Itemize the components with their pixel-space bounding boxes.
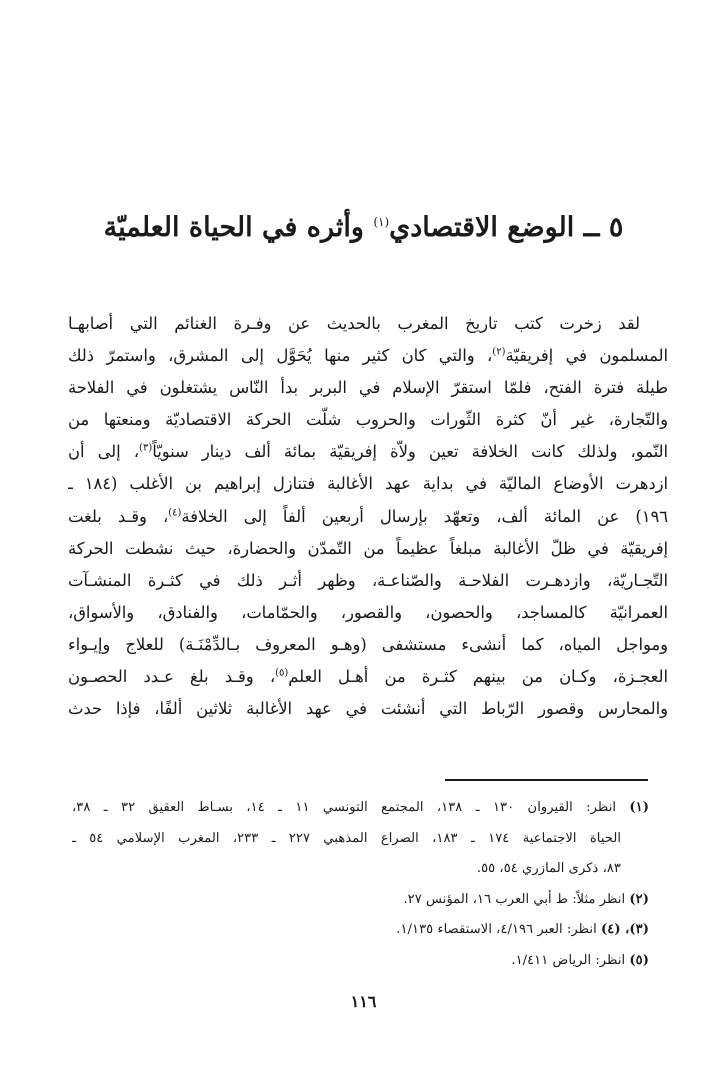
body-line: والمحارس وقصور الرّباط التي أنشئت في عهد الأغالبة ثلاثين ألفًا، فإذا حدث (68, 699, 668, 719)
footnote-item: (٢) انظر مثلاً: ط أبي العرب ١٦، المؤنس ٢٧. (403, 891, 649, 907)
body-line: العجـزة، وكـان من بينهم كثـرة من أهـل العلم$^{(٥)}$، وقـد بلغ عـدد الحصـون (68, 667, 668, 687)
body-line: التّجـاريّة، وازدهـرت الفلاحـة والصّناعـة، وظهر أثـر ذلك في كثـرة المنشـآت (68, 570, 668, 590)
heading-footnote-ref: (١) (373, 215, 390, 229)
heading-rest: وأثره في الحياة العلميّة (103, 212, 374, 243)
body-line: العمرانيّة كالمساجد، والحصون، والقصور، والحمّامات، والفنادق، والأسواق، (68, 602, 668, 622)
footnotes (72, 793, 649, 976)
footnote-item: (٥) انظر: الرياض ١/٤١١. (511, 952, 649, 968)
body-line: ازدهرت الأوضاع الماليّة في بداية عهد الأغالبة فتنازل إبراهيم بن الأغلب (١٨٤ ـ (68, 474, 668, 494)
body-line: المسلمون في إفريقيّة$^{(٢)}$، والتي كان كثير منها يُحَوَّل إلى المشرق، واستمرّ ذلك (68, 346, 668, 366)
page-number: ١١٦ (350, 992, 377, 1011)
section-heading (60, 212, 667, 244)
body-line: إفريقيّة في ظلّ الأغالبة مبلغاً عظيماً من التّمدّن والحضارة، حيث نشطت الحركة (68, 538, 668, 558)
footnote-ref: (٥) (275, 667, 289, 679)
heading-main: ٥ ــ الوضع الاقتصادي (389, 212, 624, 243)
footnote-item: (١) انظر: القيروان ١٣٠ ـ ١٣٨، المجتمع التونسي ١١ ـ ١٤، بسـاط العقيق ٣٢ ـ ٣٨، (72, 800, 649, 815)
body-line: طيلة فترة الفتح، فلمّا استقرّ الإسلام في البربر بدأ النّاس يشتغلون في الفلاحة (68, 378, 668, 398)
body-line: لقد زخرت كتب تاريخ المغرب بالحديث عن وفـرة الغنائم التي أصابهـا (68, 314, 640, 333)
footnote-continuation: الحياة الاجتماعية ١٧٤ ـ ١٨٣، الصراع المذهبي ٢٢٧ ـ ٢٣٣، المغرب الإسلامي ٥٤ ـ (72, 830, 622, 846)
body-line: ومواجل المياه، كما أنشىء مستشفى (وهـو المعروف بـالدِّمْنَـة) للعلاج وإيـواء (68, 634, 668, 654)
footnote-continuation: ٨٣، ذكرى المازري ٥٤، ٥٥. (476, 861, 621, 876)
footnote-ref: (٣) (139, 442, 153, 454)
body-paragraph (68, 308, 668, 725)
body-line: ١٩٦) عن المائة ألف، وتعهّد بإرسال أربعين ألفاً إلى الخلافة$^{(٤)}$، وقـد بلغت (68, 506, 668, 526)
footnote-ref: (٢) (492, 346, 506, 358)
body-line: والتّجارة، غير أنّ كثرة الثّورات والحروب شلّت الحركة الاقتصاديّة ومنعتها من (68, 410, 668, 430)
footnote-divider (445, 779, 648, 781)
body-line: النّمو، ولذلك كانت الخلافة تعين ولاّة إفريقيّة بمائة ألف دينار سنويّاً$^{(٣)}$، إلى أن (68, 442, 668, 462)
footnote-ref: (٤) (168, 507, 182, 519)
footnote-item: (٣)، (٤) انظر: العبر ٤/١٩٦، الاستقصاء ١/١٣٥. (396, 922, 649, 937)
